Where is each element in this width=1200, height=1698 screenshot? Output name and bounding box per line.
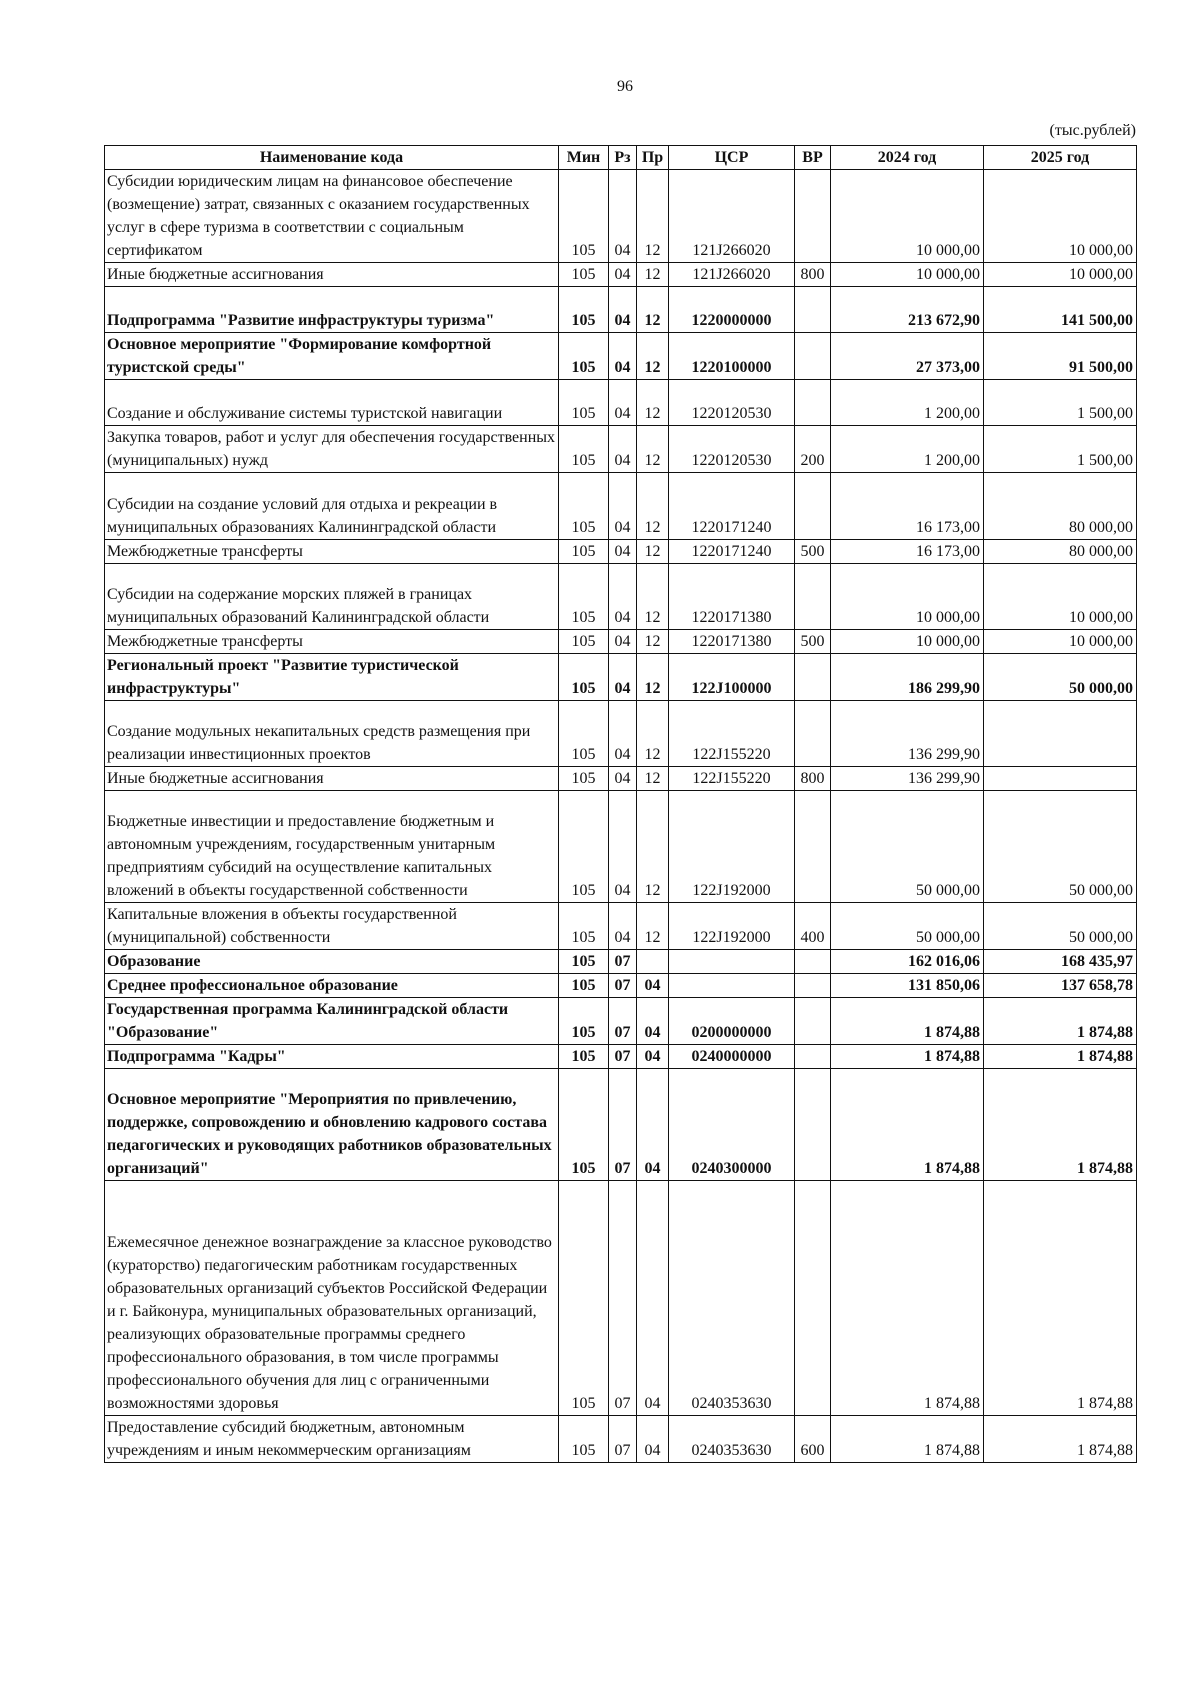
cell-csr: 1220120530 bbox=[669, 426, 795, 473]
cell-name: Иные бюджетные ассигнования bbox=[105, 263, 559, 287]
cell-min: 105 bbox=[559, 263, 609, 287]
cell-name: Подпрограмма "Кадры" bbox=[105, 1045, 559, 1069]
cell-vr bbox=[795, 1069, 831, 1181]
cell-2024: 1 874,88 bbox=[831, 1069, 984, 1181]
cell-rz: 07 bbox=[609, 1181, 637, 1416]
cell-vr bbox=[795, 170, 831, 263]
cell-vr: 800 bbox=[795, 767, 831, 791]
cell-pr: 12 bbox=[637, 380, 669, 426]
cell-rz: 04 bbox=[609, 791, 637, 903]
cell-min: 105 bbox=[559, 767, 609, 791]
cell-2024: 10 000,00 bbox=[831, 170, 984, 263]
cell-csr: 122J192000 bbox=[669, 903, 795, 950]
cell-2025: 10 000,00 bbox=[984, 170, 1137, 263]
cell-vr bbox=[795, 564, 831, 630]
cell-csr: 1220100000 bbox=[669, 333, 795, 380]
cell-pr: 04 bbox=[637, 974, 669, 998]
cell-name: Бюджетные инвестиции и предоставление бюджетным и автономным учреждениям, государственным унитарным предприятиям субсидий на осуществление капитальных вложений в объекты государственной собственности bbox=[105, 791, 559, 903]
table-row bbox=[105, 426, 1137, 473]
cell-2025: 1 874,88 bbox=[984, 1045, 1137, 1069]
cell-name: Капитальные вложения в объекты государственной (муниципальной) собственности bbox=[105, 903, 559, 950]
cell-min: 105 bbox=[559, 791, 609, 903]
budget-table bbox=[104, 145, 1137, 1463]
table-header-row bbox=[105, 146, 1137, 170]
cell-min: 105 bbox=[559, 170, 609, 263]
cell-min: 105 bbox=[559, 333, 609, 380]
cell-csr: 0240353630 bbox=[669, 1416, 795, 1463]
cell-2025: 80 000,00 bbox=[984, 540, 1137, 564]
cell-rz: 07 bbox=[609, 1045, 637, 1069]
header-rz: Рз bbox=[609, 146, 637, 170]
cell-min: 105 bbox=[559, 380, 609, 426]
cell-name: Межбюджетные трансферты bbox=[105, 630, 559, 654]
cell-min: 105 bbox=[559, 287, 609, 333]
cell-pr: 12 bbox=[637, 473, 669, 540]
cell-2024: 16 173,00 bbox=[831, 540, 984, 564]
cell-csr: 1220171240 bbox=[669, 473, 795, 540]
cell-min: 105 bbox=[559, 1416, 609, 1463]
table-row bbox=[105, 903, 1137, 950]
table-body bbox=[105, 170, 1137, 1463]
cell-vr: 600 bbox=[795, 1416, 831, 1463]
cell-min: 105 bbox=[559, 564, 609, 630]
cell-rz: 04 bbox=[609, 287, 637, 333]
cell-min: 105 bbox=[559, 903, 609, 950]
cell-min: 105 bbox=[559, 654, 609, 701]
cell-csr: 122J192000 bbox=[669, 791, 795, 903]
cell-2025: 80 000,00 bbox=[984, 473, 1137, 540]
cell-2024: 1 874,88 bbox=[831, 998, 984, 1045]
cell-name: Основное мероприятие "Мероприятия по привлечению, поддержке, сопровождению и обновлению кадрового состава педагогических и руководящих работников образовательных организаций" bbox=[105, 1069, 559, 1181]
cell-csr: 0240000000 bbox=[669, 1045, 795, 1069]
cell-rz: 04 bbox=[609, 767, 637, 791]
cell-min: 105 bbox=[559, 1069, 609, 1181]
cell-csr: 122J100000 bbox=[669, 654, 795, 701]
cell-2024: 10 000,00 bbox=[831, 630, 984, 654]
header-pr: Пр bbox=[637, 146, 669, 170]
cell-2024: 131 850,06 bbox=[831, 974, 984, 998]
cell-rz: 04 bbox=[609, 426, 637, 473]
cell-name: Основное мероприятие "Формирование комфортной туристской среды" bbox=[105, 333, 559, 380]
cell-csr: 1220120530 bbox=[669, 380, 795, 426]
cell-vr bbox=[795, 701, 831, 767]
cell-vr bbox=[795, 1045, 831, 1069]
table-row bbox=[105, 380, 1137, 426]
cell-name: Закупка товаров, работ и услуг для обеспечения государственных (муниципальных) нужд bbox=[105, 426, 559, 473]
cell-2024: 16 173,00 bbox=[831, 473, 984, 540]
cell-vr: 500 bbox=[795, 630, 831, 654]
cell-vr bbox=[795, 791, 831, 903]
cell-rz: 04 bbox=[609, 630, 637, 654]
cell-2025 bbox=[984, 701, 1137, 767]
header-min: Мин bbox=[559, 146, 609, 170]
cell-pr: 12 bbox=[637, 540, 669, 564]
header-2024: 2024 год bbox=[831, 146, 984, 170]
cell-min: 105 bbox=[559, 950, 609, 974]
cell-2025: 1 874,88 bbox=[984, 998, 1137, 1045]
cell-rz: 04 bbox=[609, 564, 637, 630]
cell-2024: 1 874,88 bbox=[831, 1045, 984, 1069]
cell-rz: 07 bbox=[609, 950, 637, 974]
table-row bbox=[105, 950, 1137, 974]
cell-name: Создание и обслуживание системы туристской навигации bbox=[105, 380, 559, 426]
cell-2025: 50 000,00 bbox=[984, 903, 1137, 950]
cell-name: Субсидии юридическим лицам на финансовое обеспечение (возмещение) затрат, связанных с оказанием государственных услуг в сфере туризма в соответствии с социальным сертификатом bbox=[105, 170, 559, 263]
cell-name: Создание модульных некапитальных средств размещения при реализации инвестиционных проектов bbox=[105, 701, 559, 767]
cell-2025: 1 874,88 bbox=[984, 1069, 1137, 1181]
cell-name: Государственная программа Калининградской области "Образование" bbox=[105, 998, 559, 1045]
cell-2025: 50 000,00 bbox=[984, 654, 1137, 701]
cell-rz: 04 bbox=[609, 170, 637, 263]
cell-csr: 1220171240 bbox=[669, 540, 795, 564]
cell-name: Образование bbox=[105, 950, 559, 974]
cell-min: 105 bbox=[559, 974, 609, 998]
cell-2024: 50 000,00 bbox=[831, 903, 984, 950]
cell-min: 105 bbox=[559, 426, 609, 473]
cell-rz: 07 bbox=[609, 1416, 637, 1463]
cell-vr bbox=[795, 950, 831, 974]
header-vr: ВР bbox=[795, 146, 831, 170]
cell-csr: 122J155220 bbox=[669, 767, 795, 791]
cell-2025: 141 500,00 bbox=[984, 287, 1137, 333]
table-row bbox=[105, 1045, 1137, 1069]
cell-rz: 04 bbox=[609, 473, 637, 540]
table-row bbox=[105, 170, 1137, 263]
cell-min: 105 bbox=[559, 540, 609, 564]
cell-pr: 04 bbox=[637, 1069, 669, 1181]
cell-vr bbox=[795, 1181, 831, 1416]
cell-csr: 0240353630 bbox=[669, 1181, 795, 1416]
cell-pr: 04 bbox=[637, 998, 669, 1045]
table-row bbox=[105, 630, 1137, 654]
cell-name: Предоставление субсидий бюджетным, автономным учреждениям и иным некоммерческим организациям bbox=[105, 1416, 559, 1463]
cell-pr: 12 bbox=[637, 426, 669, 473]
cell-2025: 50 000,00 bbox=[984, 791, 1137, 903]
cell-name: Среднее профессиональное образование bbox=[105, 974, 559, 998]
table-row bbox=[105, 1181, 1137, 1416]
table-row bbox=[105, 263, 1137, 287]
cell-2024: 50 000,00 bbox=[831, 791, 984, 903]
cell-2024: 186 299,90 bbox=[831, 654, 984, 701]
cell-name: Субсидии на создание условий для отдыха и рекреации в муниципальных образованиях Калининградской области bbox=[105, 473, 559, 540]
cell-csr: 121J266020 bbox=[669, 170, 795, 263]
cell-2025: 1 500,00 bbox=[984, 426, 1137, 473]
table-row bbox=[105, 791, 1137, 903]
cell-name: Иные бюджетные ассигнования bbox=[105, 767, 559, 791]
cell-rz: 04 bbox=[609, 903, 637, 950]
cell-csr: 1220000000 bbox=[669, 287, 795, 333]
cell-csr: 1220171380 bbox=[669, 564, 795, 630]
cell-2025: 168 435,97 bbox=[984, 950, 1137, 974]
cell-min: 105 bbox=[559, 473, 609, 540]
cell-pr: 04 bbox=[637, 1045, 669, 1069]
cell-vr bbox=[795, 654, 831, 701]
cell-rz: 04 bbox=[609, 654, 637, 701]
table-row bbox=[105, 287, 1137, 333]
cell-2024: 136 299,90 bbox=[831, 767, 984, 791]
cell-2024: 10 000,00 bbox=[831, 564, 984, 630]
cell-name: Подпрограмма "Развитие инфраструктуры туризма" bbox=[105, 287, 559, 333]
cell-name: Региональный проект "Развитие туристической инфраструктуры" bbox=[105, 654, 559, 701]
cell-2024: 1 200,00 bbox=[831, 426, 984, 473]
cell-min: 105 bbox=[559, 1045, 609, 1069]
header-csr: ЦСР bbox=[669, 146, 795, 170]
cell-2025: 137 658,78 bbox=[984, 974, 1137, 998]
cell-csr: 122J155220 bbox=[669, 701, 795, 767]
cell-pr: 12 bbox=[637, 654, 669, 701]
cell-min: 105 bbox=[559, 998, 609, 1045]
cell-name: Ежемесячное денежное вознаграждение за классное руководство (кураторство) педагогическим работникам государственных образовательных организаций субъектов Российской Федерации и г. Байконура, муниципальных образовательных организаций, реализующих образовательные программы среднего профессионального образования, в том числе программы профессионального обучения для лиц с ограниченными возможностями здоровья bbox=[105, 1181, 559, 1416]
cell-vr: 200 bbox=[795, 426, 831, 473]
cell-2024: 136 299,90 bbox=[831, 701, 984, 767]
cell-vr bbox=[795, 473, 831, 540]
cell-2025: 10 000,00 bbox=[984, 630, 1137, 654]
cell-2024: 162 016,06 bbox=[831, 950, 984, 974]
cell-csr bbox=[669, 974, 795, 998]
cell-rz: 04 bbox=[609, 701, 637, 767]
cell-2024: 1 874,88 bbox=[831, 1181, 984, 1416]
cell-vr bbox=[795, 333, 831, 380]
cell-csr bbox=[669, 950, 795, 974]
cell-2024: 213 672,90 bbox=[831, 287, 984, 333]
cell-pr: 12 bbox=[637, 333, 669, 380]
cell-min: 105 bbox=[559, 701, 609, 767]
cell-pr: 12 bbox=[637, 287, 669, 333]
cell-rz: 07 bbox=[609, 998, 637, 1045]
table-row bbox=[105, 564, 1137, 630]
cell-min: 105 bbox=[559, 630, 609, 654]
cell-pr: 12 bbox=[637, 767, 669, 791]
cell-rz: 04 bbox=[609, 540, 637, 564]
cell-rz: 04 bbox=[609, 333, 637, 380]
cell-2025: 1 874,88 bbox=[984, 1181, 1137, 1416]
cell-2025: 1 500,00 bbox=[984, 380, 1137, 426]
table-row bbox=[105, 701, 1137, 767]
cell-pr: 12 bbox=[637, 701, 669, 767]
cell-2024: 1 874,88 bbox=[831, 1416, 984, 1463]
cell-vr bbox=[795, 287, 831, 333]
cell-pr: 12 bbox=[637, 791, 669, 903]
header-2025: 2025 год bbox=[984, 146, 1137, 170]
page-number: 96 bbox=[617, 78, 633, 95]
cell-pr: 12 bbox=[637, 263, 669, 287]
cell-vr bbox=[795, 380, 831, 426]
cell-name: Субсидии на содержание морских пляжей в границах муниципальных образований Калининградской области bbox=[105, 564, 559, 630]
table-row bbox=[105, 767, 1137, 791]
cell-pr: 12 bbox=[637, 630, 669, 654]
cell-pr: 12 bbox=[637, 170, 669, 263]
cell-vr: 800 bbox=[795, 263, 831, 287]
cell-2025: 10 000,00 bbox=[984, 564, 1137, 630]
cell-name: Межбюджетные трансферты bbox=[105, 540, 559, 564]
table-row bbox=[105, 1069, 1137, 1181]
cell-2025: 1 874,88 bbox=[984, 1416, 1137, 1463]
cell-pr: 12 bbox=[637, 903, 669, 950]
header-name: Наименование кода bbox=[105, 146, 559, 170]
cell-2024: 10 000,00 bbox=[831, 263, 984, 287]
cell-rz: 04 bbox=[609, 263, 637, 287]
table-row bbox=[105, 540, 1137, 564]
cell-vr bbox=[795, 974, 831, 998]
cell-pr: 12 bbox=[637, 564, 669, 630]
cell-rz: 04 bbox=[609, 380, 637, 426]
cell-2025: 91 500,00 bbox=[984, 333, 1137, 380]
cell-min: 105 bbox=[559, 1181, 609, 1416]
table-row bbox=[105, 1416, 1137, 1463]
cell-2025 bbox=[984, 767, 1137, 791]
cell-rz: 07 bbox=[609, 1069, 637, 1181]
cell-csr: 0240300000 bbox=[669, 1069, 795, 1181]
cell-2024: 1 200,00 bbox=[831, 380, 984, 426]
table-row bbox=[105, 333, 1137, 380]
cell-vr bbox=[795, 998, 831, 1045]
cell-2024: 27 373,00 bbox=[831, 333, 984, 380]
cell-rz: 07 bbox=[609, 974, 637, 998]
cell-vr: 500 bbox=[795, 540, 831, 564]
table-row bbox=[105, 473, 1137, 540]
table-row bbox=[105, 974, 1137, 998]
cell-vr: 400 bbox=[795, 903, 831, 950]
cell-csr: 1220171380 bbox=[669, 630, 795, 654]
table-row bbox=[105, 998, 1137, 1045]
cell-csr: 121J266020 bbox=[669, 263, 795, 287]
cell-pr bbox=[637, 950, 669, 974]
cell-pr: 04 bbox=[637, 1416, 669, 1463]
cell-csr: 0200000000 bbox=[669, 998, 795, 1045]
table-row bbox=[105, 654, 1137, 701]
cell-2025: 10 000,00 bbox=[984, 263, 1137, 287]
units-label: (тыс.рублей) bbox=[1049, 122, 1136, 139]
cell-pr: 04 bbox=[637, 1181, 669, 1416]
